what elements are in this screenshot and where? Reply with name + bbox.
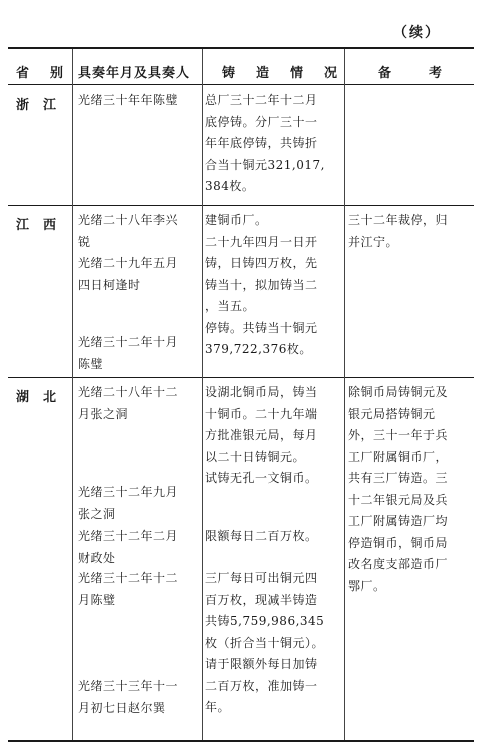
submission-hubei-3: [78, 526, 178, 569]
submission-jiangxi-2: [78, 253, 178, 296]
minting-zhejiang: [205, 90, 325, 198]
minting-line: ，当五。: [205, 299, 256, 313]
remarks-hubei: [348, 382, 448, 597]
submission-hubei-4: [78, 568, 178, 611]
minting-line: 停铸。共铸当十铜元: [205, 320, 318, 335]
row-rule-zhejiang: [8, 205, 474, 206]
remarks-line: 银元局搭铸铜元: [348, 406, 436, 421]
minting-line: 百万枚，现减半铸造: [205, 592, 318, 607]
minting-line: 试铸无孔一文铜币。: [205, 471, 318, 485]
minting-line: 年。: [205, 700, 231, 714]
minting-line: 请于限额外每日加铸: [205, 657, 318, 671]
remarks-line: 改名度支部造币厂: [348, 557, 449, 571]
table-top-rule: [8, 47, 474, 49]
minting-line: 铸当十，拟加铸当二: [205, 277, 318, 292]
minting-line: 年年底停铸，共铸折: [205, 136, 318, 150]
submission-line: 光绪三十二年十二: [78, 571, 179, 585]
minting-line: 底停铸。分厂三十一: [205, 114, 318, 129]
minting-hubei-3: [205, 568, 324, 719]
submission-line: 财政处: [78, 550, 116, 565]
minting-line: 铸，日铸四万枚，先: [205, 256, 318, 270]
minting-line: 枚（折合当十铜元）。: [205, 635, 325, 650]
column-divider-2: [202, 49, 203, 740]
submission-line: 陈璧: [78, 356, 104, 371]
header-province: 省 别: [16, 66, 68, 81]
submission-hubei-1: [78, 382, 178, 425]
submission-zhejiang: 光绪三十年年陈璧: [78, 93, 179, 107]
submission-line: 月初七日赵尔巽: [78, 700, 166, 715]
submission-jiangxi-3: [78, 332, 178, 375]
submission-line: 光绪三十二年十月: [78, 335, 179, 349]
minting-line: 二十九年四月一日开: [205, 234, 318, 249]
submission-line: 光绪三十二年二月: [78, 529, 179, 543]
header-minting: 铸 造 情 况: [222, 66, 342, 81]
submission-jiangxi-1: [78, 210, 178, 253]
submission-line: 月张之洞: [78, 406, 129, 421]
remarks-line: 工厂附属铸造厂均: [348, 514, 449, 528]
minting-hubei-2: [205, 526, 318, 548]
column-divider-3: [344, 49, 345, 740]
submission-hubei-5: [78, 676, 178, 719]
submission-line: 张之洞: [78, 506, 116, 521]
column-divider-1: [72, 49, 73, 740]
submission-line: 光绪二十八年十二: [78, 385, 179, 399]
header-rule: [8, 84, 474, 85]
submission-line: 锐: [78, 234, 91, 249]
minting-line: 384枚。: [205, 179, 255, 193]
remarks-line: 工厂附属铜币厂，: [348, 449, 449, 464]
minting-line: 总厂三十二年十二月: [205, 93, 318, 107]
minting-line: 建铜币厂。: [205, 213, 268, 227]
remarks-jiangxi: [348, 210, 448, 253]
continued-label: （续）: [393, 25, 441, 41]
remarks-line: 停造铜币，铜币局: [348, 535, 449, 550]
table-bottom-rule: [8, 740, 474, 742]
minting-line: 设湖北铜币局，铸当: [205, 385, 318, 399]
remarks-line: 鄂厂。: [348, 578, 386, 593]
remarks-line: 共有三厂铸造。三: [348, 471, 449, 485]
row-province-zhejiang: 浙江: [16, 98, 71, 113]
minting-line: 合当十铜元321,017,: [205, 157, 325, 172]
row-province-hubei: 湖北: [16, 390, 71, 405]
row-rule-jiangxi: [8, 377, 474, 378]
minting-jiangxi: [205, 210, 318, 361]
header-submission: 具奏年月及具奏人: [78, 66, 191, 81]
minting-line: 共铸5,759,986,345: [205, 614, 325, 628]
submission-line: 光绪三十三年十一: [78, 679, 179, 693]
minting-line: 以二十日铸铜元。: [205, 449, 306, 464]
minting-line: 方批准银元局，每月: [205, 428, 318, 442]
submission-line: 月陈璧: [78, 592, 116, 607]
minting-line: 三厂每日可出铜元四: [205, 571, 318, 585]
header-remarks: 备 考: [378, 66, 447, 81]
minting-line: 十铜币。二十九年端: [205, 406, 318, 421]
submission-hubei-2: [78, 482, 178, 525]
minting-line: 二百万枚，准加铸一: [205, 678, 318, 693]
submission-line: 光绪三十二年九月: [78, 485, 179, 499]
row-province-jiangxi: 江西: [16, 218, 71, 233]
remarks-line: 十二年银元局及兵: [348, 492, 449, 507]
remarks-line: 外，三十一年于兵: [348, 428, 449, 442]
remarks-line: 三十二年裁停，归: [348, 213, 449, 227]
submission-line: 四日柯逢时: [78, 277, 141, 292]
submission-line: 光绪二十八年李兴: [78, 213, 179, 227]
submission-line: 光绪二十九年五月: [78, 256, 179, 270]
minting-hubei-1: [205, 382, 318, 490]
minting-line: 限额每日二百万枚。: [205, 529, 318, 543]
remarks-line: 并江宁。: [348, 234, 399, 249]
remarks-line: 除铜币局铸铜元及: [348, 385, 449, 399]
minting-line: 379,722,376枚。: [205, 342, 312, 356]
